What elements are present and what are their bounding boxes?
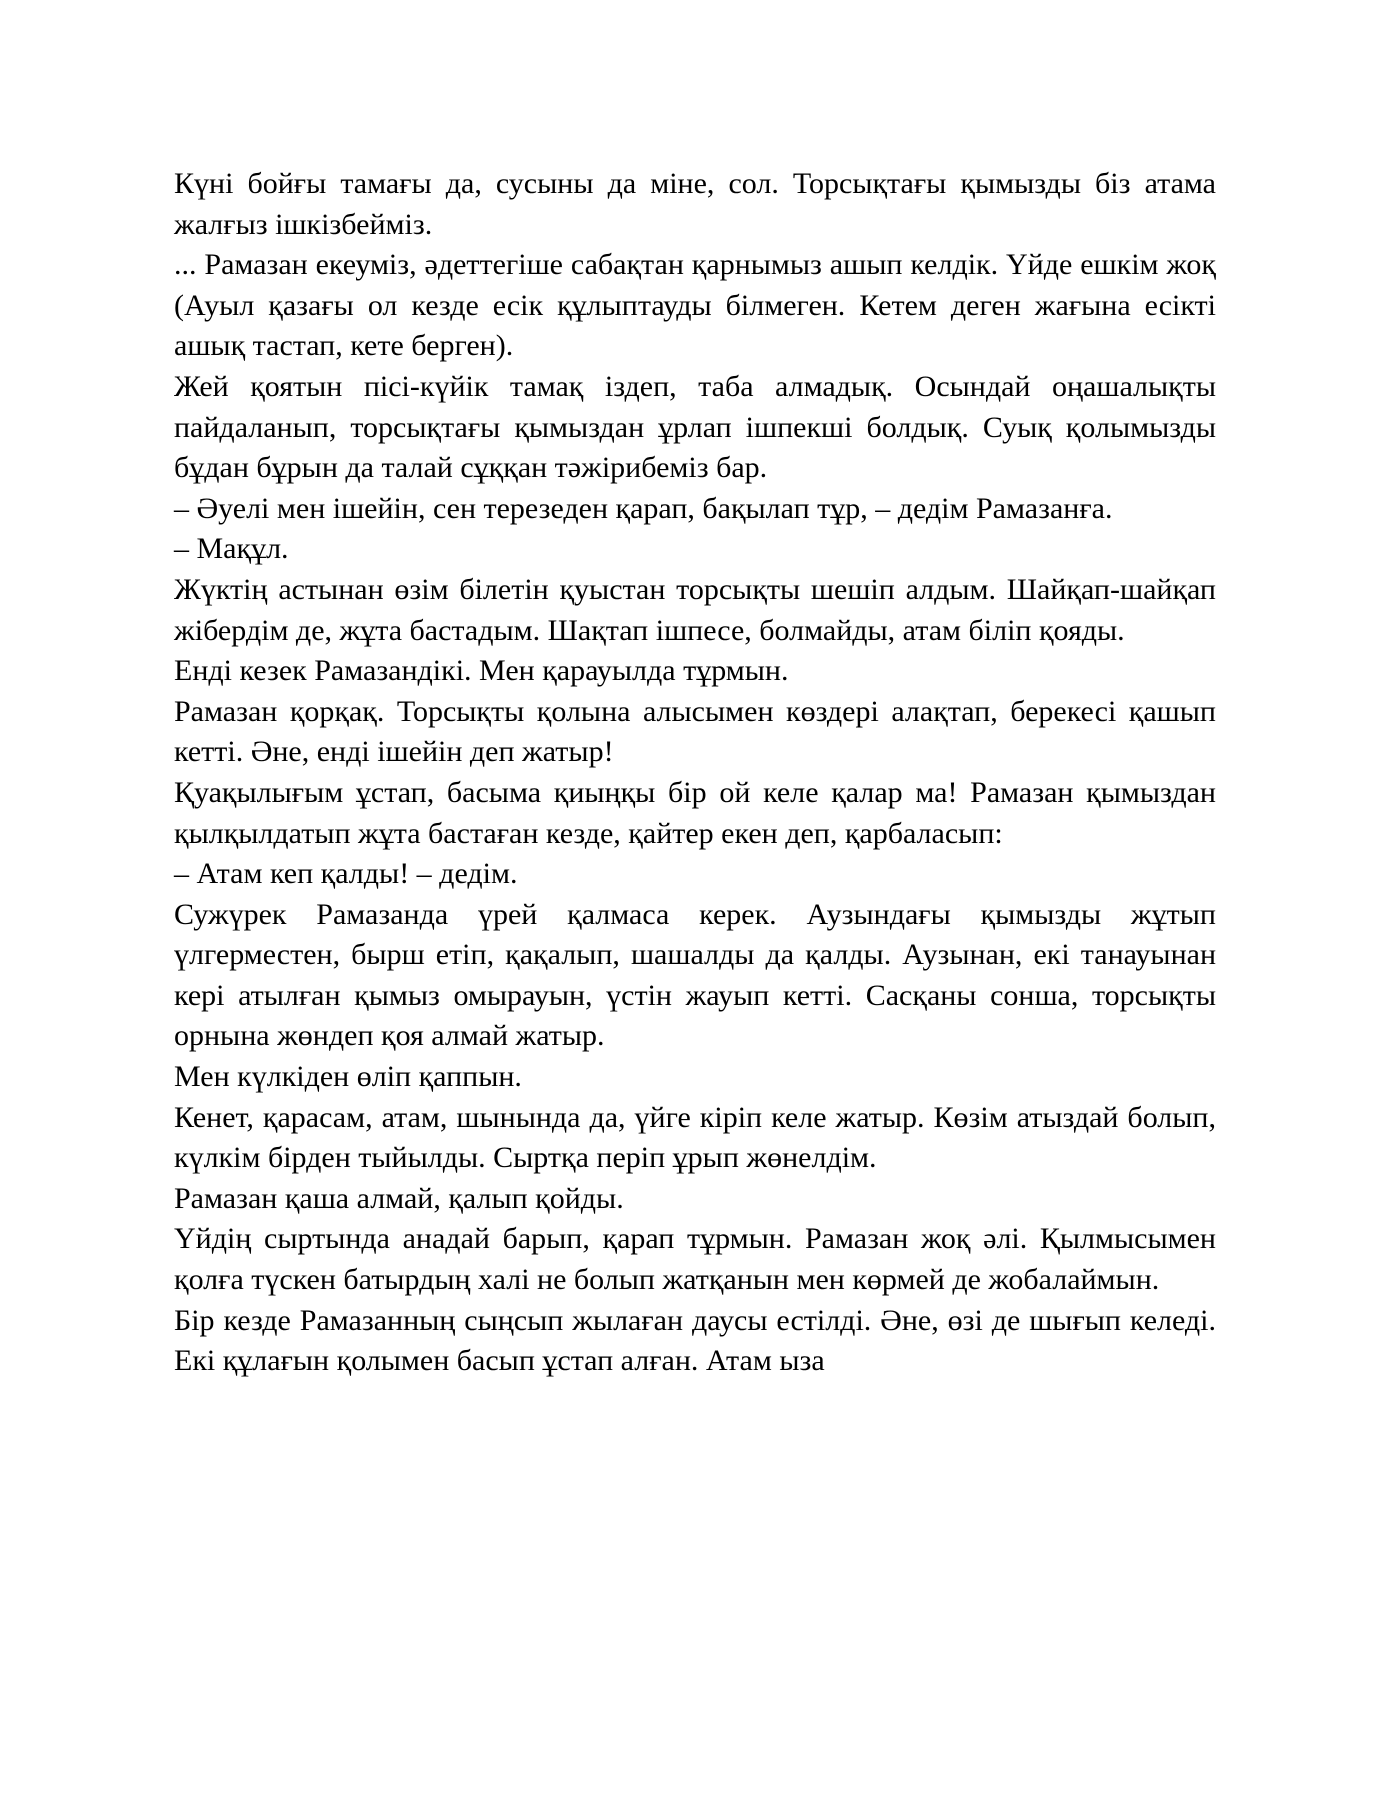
- paragraph: Күні бойғы тамағы да, сусыны да міне, сол. Торсықтағы қымызды біз атама жалғыз ішкізбейміз.: [174, 167, 1216, 241]
- paragraph: Рамазан қорқақ. Торсықты қолына алысымен көздері алақтап, берекесі қашып кетті. Әне, енді ішейін деп жатыр!: [174, 694, 1216, 769]
- paragraph: – Атам кеп қалды! – дедім.: [174, 857, 518, 891]
- paragraph: ... Рамазан екеуміз, әдеттегіше сабақтан қарнымыз ашып келдік. Үйде ешкім жоқ (Ауыл қазағы ол кезде есік құлыптауды білмеген. Кетем деген жағына есікті ашық тастап, кете берген).: [174, 248, 1216, 363]
- paragraph: Үйдің сыртында анадай барып, қарап тұрмын. Рамазан жоқ әлі. Қылмысымен қолға түскен батырдың халі не болып жатқанын мен көрмей де жобалаймын.: [174, 1222, 1216, 1297]
- paragraph: Қуақылығым ұстап, басыма қиыңқы бір ой келе қалар ма! Рамазан қымыздан қылқылдатып жұта бастаған кезде, қайтер екен деп, қарбаласып:: [174, 775, 1216, 850]
- paragraph: Жей қоятын пісі-күйік тамақ іздеп, таба алмадық. Осындай оңашалықты пайдаланып, торсықтағы қымыздан ұрлап ішпекші болдық. Суық қолымызды бұдан бұрын да талай сұққан тәжірибеміз бар.: [174, 369, 1216, 485]
- paragraph: – Мақұл.: [174, 532, 289, 566]
- paragraph: Енді кезек Рамазандікі. Мен қарауылда тұрмын.: [174, 654, 789, 688]
- paragraph: Сужүрек Рамазанда үрей қалмаса керек. Аузындағы қымызды жұтып үлгерместен, бырш етіп, қақалып, шашалды да қалды. Аузынан, екі танауынан кері атылған қымыз омырауын, үстін жауып кетті. Сасқаны сонша, торсықты орнына жөндеп қоя алмай жатыр.: [174, 897, 1216, 1053]
- paragraph: Рамазан қаша алмай, қалып қойды.: [174, 1181, 624, 1215]
- paragraph: Кенет, қарасам, атам, шынында да, үйге кіріп келе жатыр. Көзім атыздай болып, күлкім бірден тыйылды. Сыртқа періп ұрып жөнелдім.: [174, 1100, 1216, 1175]
- paragraph: Жүктің астынан өзім білетін қуыстан торсықты шешіп алдым. Шайқап-шайқап жібердім де, жұта бастадым. Шақтап ішпесе, болмайды, атам біліп қояды.: [174, 572, 1216, 647]
- paragraph: – Әуелі мен ішейін, сен терезеден қарап, бақылап тұр, – дедім Рамазанға.: [174, 491, 1113, 525]
- paragraph: Мен күлкіден өліп қаппын.: [174, 1060, 522, 1094]
- document-page: [174, 164, 1216, 1382]
- paragraph: Бір кезде Рамазанның сыңсып жылаған даусы естілді. Әне, өзі де шығып келеді. Екі құлағын қолымен басып ұстап алған. Атам ыза: [174, 1303, 1216, 1378]
